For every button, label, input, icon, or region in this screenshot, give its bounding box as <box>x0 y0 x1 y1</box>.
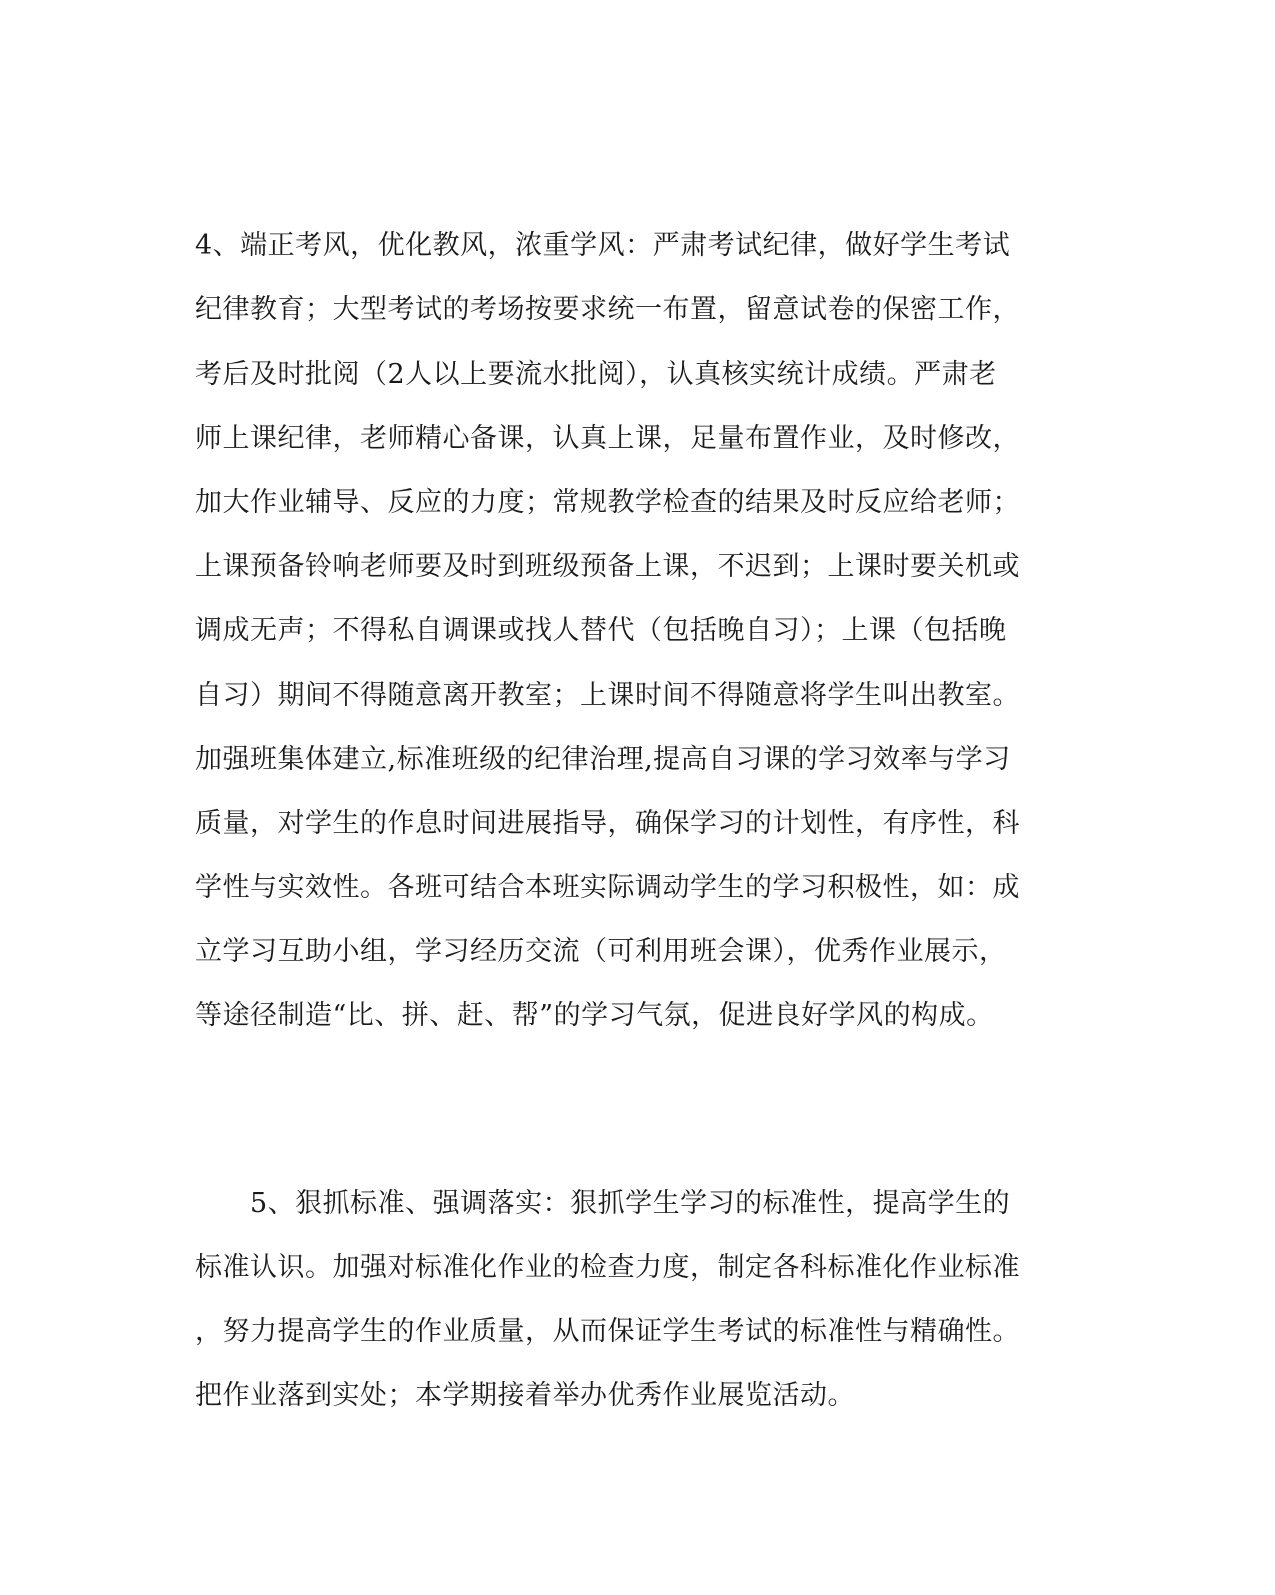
paragraph-4-line: 加大作业辅导、反应的力度；常规教学检查的结果及时反应给老师； <box>195 487 1020 518</box>
paragraph-4-line: 立学习互助小组，学习经历交流（可利用班会课），优秀作业展示， <box>195 936 1007 967</box>
paragraph-4-line: 自习）期间不得随意离开教室；上课时间不得随意将学生叫出教室。 <box>195 680 1020 711</box>
paragraph-5-line: 把作业落到实处；本学期接着举办优秀作业展览活动。 <box>195 1380 855 1411</box>
paragraph-4-line: 调成无声；不得私自调课或找人替代（包括晚自习）；上课（包括晚 <box>195 615 1007 646</box>
paragraph-5-line: 标准认识。加强对标准化作业的检查力度，制定各科标准化作业标准 <box>195 1252 1020 1283</box>
paragraph-4-line: 师上课纪律，老师精心备课，认真上课，足量布置作业，及时修改， <box>195 423 1020 454</box>
paragraph-4-line: 上课预备铃响老师要及时到班级预备上课，不迟到；上课时要关机或 <box>195 551 1020 582</box>
paragraph-4-line: 质量，对学生的作息时间进展指导，确保学习的计划性，有序性，科 <box>195 808 1020 839</box>
paragraph-4-line: 考后及时批阅（2人以上要流水批阅），认真核实统计成绩。严肃老 <box>195 359 997 390</box>
paragraph-5-line: 5、狠抓标准、强调落实：狠抓学生学习的标准性，提高学生的 <box>250 1188 1011 1219</box>
paragraph-5-line: ，努力提高学生的作业质量，从而保证学生考试的标准性与精确性。 <box>195 1316 1020 1347</box>
paragraph-4-line: 学性与实效性。各班可结合本班实际调动学生的学习积极性，如：成 <box>195 872 1020 903</box>
paragraph-4-line: 加强班集体建立,标准班级的纪律治理,提高自习课的学习效率与学习 <box>195 744 1011 775</box>
paragraph-4-line: 纪律教育；大型考试的考场按要求统一布置，留意试卷的保密工作， <box>195 294 1020 325</box>
paragraph-4-line: 等途径制造“比、拼、赶、帮”的学习气氛，促进良好学风的构成。 <box>195 1000 994 1031</box>
paragraph-4-line: 4、端正考风，优化教风，浓重学风：严肃考试纪律，做好学生考试 <box>195 230 1011 261</box>
